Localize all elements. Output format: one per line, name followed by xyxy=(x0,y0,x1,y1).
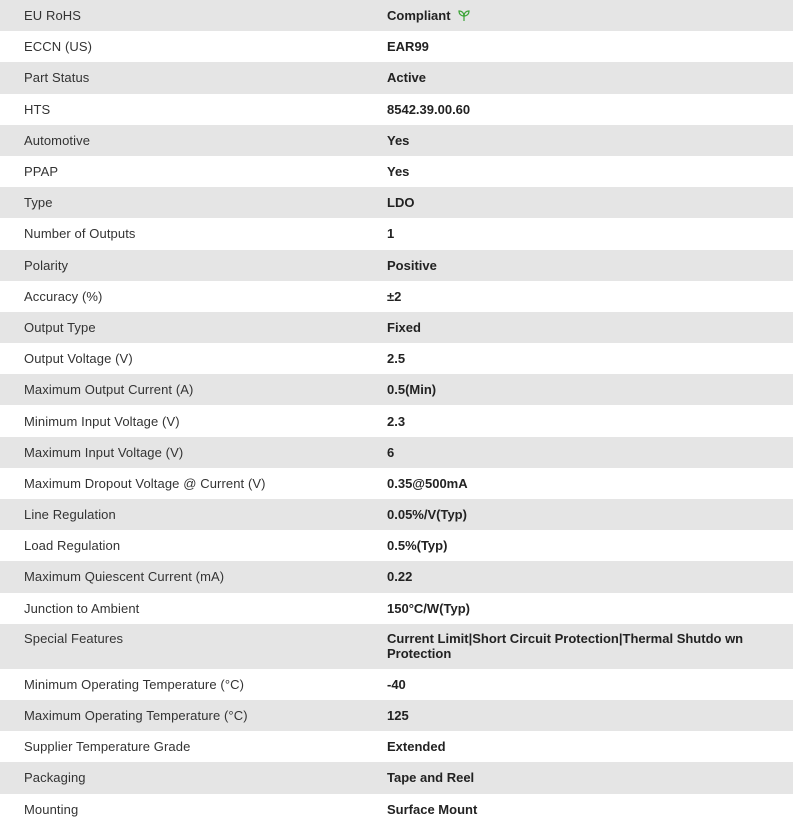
spec-label: Accuracy (%) xyxy=(24,288,103,304)
spec-row-special-features xyxy=(0,624,793,669)
spec-row-max-quiescent-current xyxy=(0,561,793,592)
spec-row-packaging xyxy=(0,762,793,793)
spec-row-mounting xyxy=(0,794,793,819)
spec-value: 0.35@500mA xyxy=(387,475,468,491)
spec-value: 1 xyxy=(387,226,395,242)
spec-row-output-type xyxy=(0,312,793,343)
spec-label: PPAP xyxy=(24,164,59,180)
spec-row-max-input-voltage xyxy=(0,437,793,468)
spec-value: Tape and Reel xyxy=(387,770,475,786)
spec-row-line-regulation xyxy=(0,499,793,530)
spec-row-supplier-temperature-grade xyxy=(0,731,793,762)
spec-row-max-operating-temperature xyxy=(0,700,793,731)
spec-value: 0.5(Min) xyxy=(387,382,437,398)
spec-label: Mounting xyxy=(24,801,79,817)
spec-row-junction-to-ambient xyxy=(0,593,793,624)
spec-label: Minimum Operating Temperature (°C) xyxy=(24,676,245,692)
spec-row-number-of-outputs xyxy=(0,218,793,249)
spec-value: 6 xyxy=(387,444,395,460)
spec-label: Number of Outputs xyxy=(24,226,136,242)
spec-value: 0.05%/V(Typ) xyxy=(387,507,467,523)
spec-row-ppap xyxy=(0,156,793,187)
spec-row-accuracy xyxy=(0,281,793,312)
spec-value: 2.3 xyxy=(387,413,406,429)
spec-value: LDO xyxy=(387,195,415,211)
spec-label: Automotive xyxy=(24,132,91,148)
spec-label: Packaging xyxy=(24,770,86,786)
spec-label: HTS xyxy=(24,101,51,117)
spec-label: Maximum Input Voltage (V) xyxy=(24,444,184,460)
spec-row-eccn xyxy=(0,31,793,62)
spec-row-output-voltage xyxy=(0,343,793,374)
spec-label: Maximum Quiescent Current (mA) xyxy=(24,569,225,585)
spec-value xyxy=(387,8,793,23)
spec-value: Yes xyxy=(387,164,410,180)
spec-label: Maximum Dropout Voltage @ Current (V) xyxy=(24,475,266,491)
spec-value: 8542.39.00.60 xyxy=(387,101,471,117)
spec-label: Output Voltage (V) xyxy=(24,351,133,367)
spec-value: Active xyxy=(387,70,427,86)
spec-label: Polarity xyxy=(24,257,69,273)
spec-label: Line Regulation xyxy=(24,507,116,523)
spec-value: 150°C/W(Typ) xyxy=(387,600,470,616)
spec-row-eu-rohs xyxy=(0,0,793,31)
spec-value: Surface Mount xyxy=(387,801,478,817)
spec-value: Current Limit|Short Circuit Protection|Thermal Shutdo wn Protection xyxy=(387,630,744,661)
spec-label: Junction to Ambient xyxy=(24,600,140,616)
spec-label: Load Regulation xyxy=(24,538,121,554)
spec-value: -40 xyxy=(387,676,406,692)
spec-label: Maximum Output Current (A) xyxy=(24,382,194,398)
spec-value: 0.22 xyxy=(387,569,413,585)
spec-row-load-regulation xyxy=(0,530,793,561)
leaf-icon xyxy=(457,9,471,23)
spec-value: 0.5%(Typ) xyxy=(387,538,448,554)
spec-label: Supplier Temperature Grade xyxy=(24,739,191,755)
spec-row-max-output-current xyxy=(0,374,793,405)
spec-row-min-input-voltage xyxy=(0,405,793,436)
spec-label: ECCN (US) xyxy=(24,39,93,55)
spec-value: Yes xyxy=(387,132,410,148)
spec-value: 125 xyxy=(387,708,409,724)
spec-value: EAR99 xyxy=(387,39,429,55)
spec-label: Output Type xyxy=(24,319,96,335)
spec-value: Extended xyxy=(387,739,446,755)
spec-value: Fixed xyxy=(387,319,421,335)
spec-value: ±2 xyxy=(387,288,402,304)
spec-row-automotive xyxy=(0,125,793,156)
spec-value: Positive xyxy=(387,257,437,273)
spec-label: Part Status xyxy=(24,70,90,86)
spec-row-part-status xyxy=(0,62,793,93)
spec-label: EU RoHS xyxy=(24,8,82,24)
spec-row-type xyxy=(0,187,793,218)
spec-row-hts xyxy=(0,94,793,125)
spec-label: Minimum Input Voltage (V) xyxy=(24,413,180,429)
spec-value: 2.5 xyxy=(387,351,406,367)
spec-row-min-operating-temperature xyxy=(0,669,793,700)
spec-label: Type xyxy=(24,195,53,211)
spec-row-max-dropout-voltage xyxy=(0,468,793,499)
spec-row-polarity xyxy=(0,250,793,281)
spec-label: Special Features xyxy=(24,630,124,646)
spec-label: Maximum Operating Temperature (°C) xyxy=(24,708,248,724)
spec-value-text: Compliant xyxy=(387,8,451,24)
